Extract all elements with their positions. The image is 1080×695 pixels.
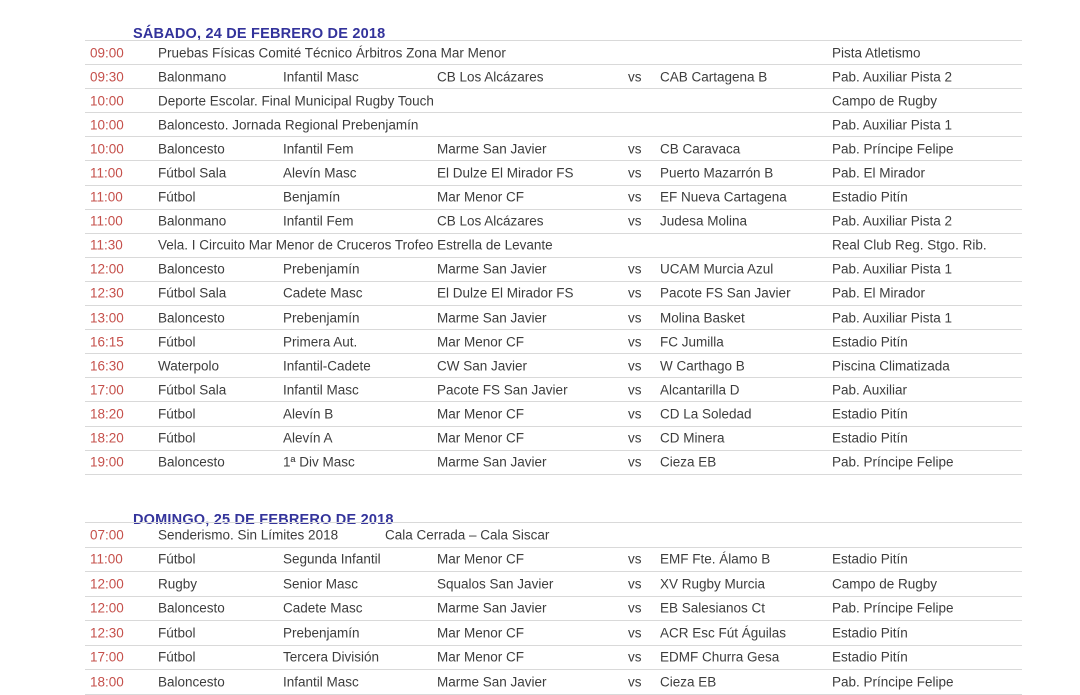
away-team: EF Nueva Cartagena xyxy=(660,189,787,205)
vs-label: vs xyxy=(628,454,642,470)
away-team: Molina Basket xyxy=(660,309,745,325)
event-time: 10:00 xyxy=(90,141,124,157)
event-venue: Pab. Auxiliar xyxy=(832,382,908,398)
event-time: 09:00 xyxy=(90,44,124,60)
event-description: Deporte Escolar. Final Municipal Rugby Touch xyxy=(158,92,434,108)
event-category: Cadete Masc xyxy=(283,600,363,616)
home-team: Mar Menor CF xyxy=(437,625,525,640)
vs-label: vs xyxy=(628,430,642,446)
event-sport: Fútbol Sala xyxy=(158,285,227,301)
event-description: Senderismo. Sin Límites 2018 xyxy=(158,527,339,542)
away-team: XV Rugby Murcia xyxy=(660,576,766,591)
home-team: Mar Menor CF xyxy=(437,406,525,422)
table-row xyxy=(85,186,1022,210)
home-team: Marme San Javier xyxy=(437,309,547,325)
event-sport: Fútbol xyxy=(158,625,196,640)
event-sport: Baloncesto xyxy=(158,309,225,325)
table-row xyxy=(85,572,1022,597)
home-team: Mar Menor CF xyxy=(437,649,525,665)
away-team: W Carthago B xyxy=(660,358,745,374)
event-time: 10:00 xyxy=(90,92,124,108)
event-venue: Pab. Auxiliar Pista 1 xyxy=(832,309,953,325)
home-team: Mar Menor CF xyxy=(437,430,525,446)
event-venue: Pista Atletismo xyxy=(832,44,921,60)
vs-label: vs xyxy=(628,189,642,205)
table-row xyxy=(85,548,1022,573)
schedule-table-sunday xyxy=(85,522,1022,695)
event-category: Primera Aut. xyxy=(283,333,358,349)
event-time: 11:00 xyxy=(90,165,123,181)
table-row xyxy=(85,65,1022,89)
event-sport: Baloncesto xyxy=(158,674,225,689)
event-sport: Balonmano xyxy=(158,68,227,84)
away-team: EB Salesianos Ct xyxy=(660,600,766,616)
table-row xyxy=(85,41,1022,65)
away-team: Cieza EB xyxy=(660,454,717,470)
event-category: Benjamín xyxy=(283,189,341,205)
event-time: 16:30 xyxy=(90,358,124,374)
event-sport: Rugby xyxy=(158,576,198,591)
home-team: Pacote FS San Javier xyxy=(437,382,568,398)
event-venue: Estadio Pitín xyxy=(832,333,908,349)
event-sport: Fútbol xyxy=(158,406,196,422)
event-time: 11:00 xyxy=(90,213,123,229)
vs-label: vs xyxy=(628,576,642,591)
vs-label: vs xyxy=(628,141,642,157)
table-row-partial xyxy=(85,670,1022,695)
event-category: Infantil-Cadete xyxy=(283,358,371,374)
table-row xyxy=(85,378,1022,402)
away-team: EMF Fte. Álamo B xyxy=(660,551,771,567)
vs-label: vs xyxy=(628,213,642,229)
event-time: 11:00 xyxy=(90,189,123,205)
schedule-table-saturday xyxy=(85,40,1022,475)
event-sport: Fútbol Sala xyxy=(158,382,227,398)
vs-label: vs xyxy=(628,406,642,422)
section-title-sunday: DOMINGO, 25 DE FEBRERO DE 2018 xyxy=(133,512,394,529)
event-sport: Baloncesto xyxy=(158,600,225,616)
table-row xyxy=(85,597,1022,622)
table-row xyxy=(85,306,1022,330)
event-category: 1ª Div Masc xyxy=(283,454,355,470)
away-team: CB Caravaca xyxy=(660,141,741,157)
event-time: 10:00 xyxy=(90,117,124,133)
table-row xyxy=(85,354,1022,378)
event-venue: Estadio Pitín xyxy=(832,551,908,567)
away-team: Alcantarilla D xyxy=(660,382,740,398)
table-row xyxy=(85,646,1022,671)
home-team: Mar Menor CF xyxy=(437,333,525,349)
event-venue: Estadio Pitín xyxy=(832,649,908,665)
table-row xyxy=(85,113,1022,137)
event-venue: Pab. Príncipe Felipe xyxy=(832,600,954,616)
event-category: Cadete Masc xyxy=(283,285,363,301)
event-time: 19:00 xyxy=(90,454,124,470)
away-team: CD La Soledad xyxy=(660,406,752,422)
home-team: Mar Menor CF xyxy=(437,551,525,567)
event-category: Infantil Masc xyxy=(283,68,359,84)
event-time: 17:00 xyxy=(90,382,124,398)
away-team: Judesa Molina xyxy=(660,213,748,229)
section-title-saturday: SÁBADO, 24 DE FEBRERO DE 2018 xyxy=(133,26,386,43)
away-team: CD Minera xyxy=(660,430,725,446)
event-venue: Pab. Auxiliar Pista 2 xyxy=(832,213,953,229)
away-team: Pacote FS San Javier xyxy=(660,285,791,301)
event-description: Vela. I Circuito Mar Menor de Cruceros Trofeo Estrella de Levante xyxy=(158,237,553,253)
event-venue: Estadio Pitín xyxy=(832,189,908,205)
vs-label: vs xyxy=(628,333,642,349)
event-time: 11:30 xyxy=(90,237,123,253)
event-category: Prebenjamín xyxy=(283,261,360,277)
event-time: 12:00 xyxy=(90,600,124,616)
home-team: Marme San Javier xyxy=(437,600,547,616)
event-sport: Baloncesto xyxy=(158,454,225,470)
table-row xyxy=(85,330,1022,354)
event-time: 12:30 xyxy=(90,285,124,301)
table-row xyxy=(85,210,1022,234)
home-team: Squalos San Javier xyxy=(437,576,554,591)
event-sport: Baloncesto xyxy=(158,261,225,277)
table-row xyxy=(85,402,1022,426)
event-sport: Baloncesto xyxy=(158,141,225,157)
event-time: 18:20 xyxy=(90,430,124,446)
event-time: 11:00 xyxy=(90,551,123,567)
home-team: CB Los Alcázares xyxy=(437,213,544,229)
event-time: 07:00 xyxy=(90,527,124,542)
event-venue: Piscina Climatizada xyxy=(832,358,950,374)
event-venue: Pab. Auxiliar Pista 1 xyxy=(832,117,953,133)
event-category: Prebenjamín xyxy=(283,625,360,640)
vs-label: vs xyxy=(628,625,642,640)
event-sport: Fútbol xyxy=(158,649,196,665)
table-row xyxy=(85,282,1022,306)
event-category: Senior Masc xyxy=(283,576,359,591)
home-team: Marme San Javier xyxy=(437,261,547,277)
event-venue: Campo de Rugby xyxy=(832,576,938,591)
event-category: Segunda Infantil xyxy=(283,551,381,567)
home-team: Marme San Javier xyxy=(437,674,547,689)
event-route: Cala Cerrada – Cala Siscar xyxy=(385,527,550,542)
vs-label: vs xyxy=(628,68,642,84)
away-team: EDMF Churra Gesa xyxy=(660,649,780,665)
vs-label: vs xyxy=(628,261,642,277)
home-team: Mar Menor CF xyxy=(437,189,525,205)
event-time: 12:00 xyxy=(90,576,124,591)
event-venue: Pab. Príncipe Felipe xyxy=(832,454,954,470)
event-sport: Fútbol xyxy=(158,430,196,446)
home-team: Marme San Javier xyxy=(437,454,547,470)
event-category: Prebenjamín xyxy=(283,309,360,325)
event-venue: Pab. El Mirador xyxy=(832,285,926,301)
event-category: Infantil Fem xyxy=(283,141,354,157)
vs-label: vs xyxy=(628,551,642,567)
table-row xyxy=(85,137,1022,161)
vs-label: vs xyxy=(628,600,642,616)
event-sport: Balonmano xyxy=(158,213,227,229)
vs-label: vs xyxy=(628,165,642,181)
event-venue: Pab. Auxiliar Pista 1 xyxy=(832,261,953,277)
event-category: Alevín Masc xyxy=(283,165,357,181)
event-sport: Fútbol xyxy=(158,333,196,349)
away-team: UCAM Murcia Azul xyxy=(660,261,774,277)
event-venue: Pab. Príncipe Felipe xyxy=(832,674,954,689)
event-time: 18:20 xyxy=(90,406,124,422)
event-sport: Waterpolo xyxy=(158,358,220,374)
event-category: Tercera División xyxy=(283,649,380,665)
table-row xyxy=(85,89,1022,113)
table-row xyxy=(85,258,1022,282)
table-row xyxy=(85,161,1022,185)
event-category: Infantil Fem xyxy=(283,213,354,229)
event-description: Pruebas Físicas Comité Técnico Árbitros Zona Mar Menor xyxy=(158,44,506,60)
home-team: El Dulze El Mirador FS xyxy=(437,285,574,301)
vs-label: vs xyxy=(628,674,642,689)
event-time: 18:00 xyxy=(90,674,124,689)
event-venue: Real Club Reg. Stgo. Rib. xyxy=(832,237,987,253)
table-row xyxy=(85,523,1022,548)
home-team: CB Los Alcázares xyxy=(437,68,544,84)
away-team: CAB Cartagena B xyxy=(660,68,768,84)
event-category: Alevín B xyxy=(283,406,334,422)
vs-label: vs xyxy=(628,309,642,325)
vs-label: vs xyxy=(628,285,642,301)
home-team: Marme San Javier xyxy=(437,141,547,157)
event-time: 13:00 xyxy=(90,309,124,325)
away-team: Cieza EB xyxy=(660,674,717,689)
event-description: Baloncesto. Jornada Regional Prebenjamín xyxy=(158,117,419,133)
vs-label: vs xyxy=(628,649,642,665)
event-time: 12:30 xyxy=(90,625,124,640)
event-sport: Fútbol Sala xyxy=(158,165,227,181)
event-venue: Estadio Pitín xyxy=(832,625,908,640)
event-venue: Campo de Rugby xyxy=(832,92,938,108)
event-venue: Pab. Auxiliar Pista 2 xyxy=(832,68,953,84)
away-team: ACR Esc Fút Águilas xyxy=(660,625,787,640)
away-team: FC Jumilla xyxy=(660,333,724,349)
table-row xyxy=(85,427,1022,451)
event-category: Alevín A xyxy=(283,430,333,446)
home-team: El Dulze El Mirador FS xyxy=(437,165,574,181)
table-row xyxy=(85,451,1022,475)
event-time: 17:00 xyxy=(90,649,124,665)
table-row xyxy=(85,234,1022,258)
away-team: Puerto Mazarrón B xyxy=(660,165,774,181)
event-venue: Pab. Príncipe Felipe xyxy=(832,141,954,157)
vs-label: vs xyxy=(628,382,642,398)
event-time: 12:00 xyxy=(90,261,124,277)
event-category: Infantil Masc xyxy=(283,382,359,398)
event-category: Infantil Masc xyxy=(283,674,359,689)
event-time: 16:15 xyxy=(90,333,124,349)
event-sport: Fútbol xyxy=(158,551,196,567)
table-row xyxy=(85,621,1022,646)
vs-label: vs xyxy=(628,358,642,374)
event-time: 09:30 xyxy=(90,68,124,84)
event-venue: Pab. El Mirador xyxy=(832,165,926,181)
home-team: CW San Javier xyxy=(437,358,528,374)
event-venue: Estadio Pitín xyxy=(832,430,908,446)
event-venue: Estadio Pitín xyxy=(832,406,908,422)
event-sport: Fútbol xyxy=(158,189,196,205)
